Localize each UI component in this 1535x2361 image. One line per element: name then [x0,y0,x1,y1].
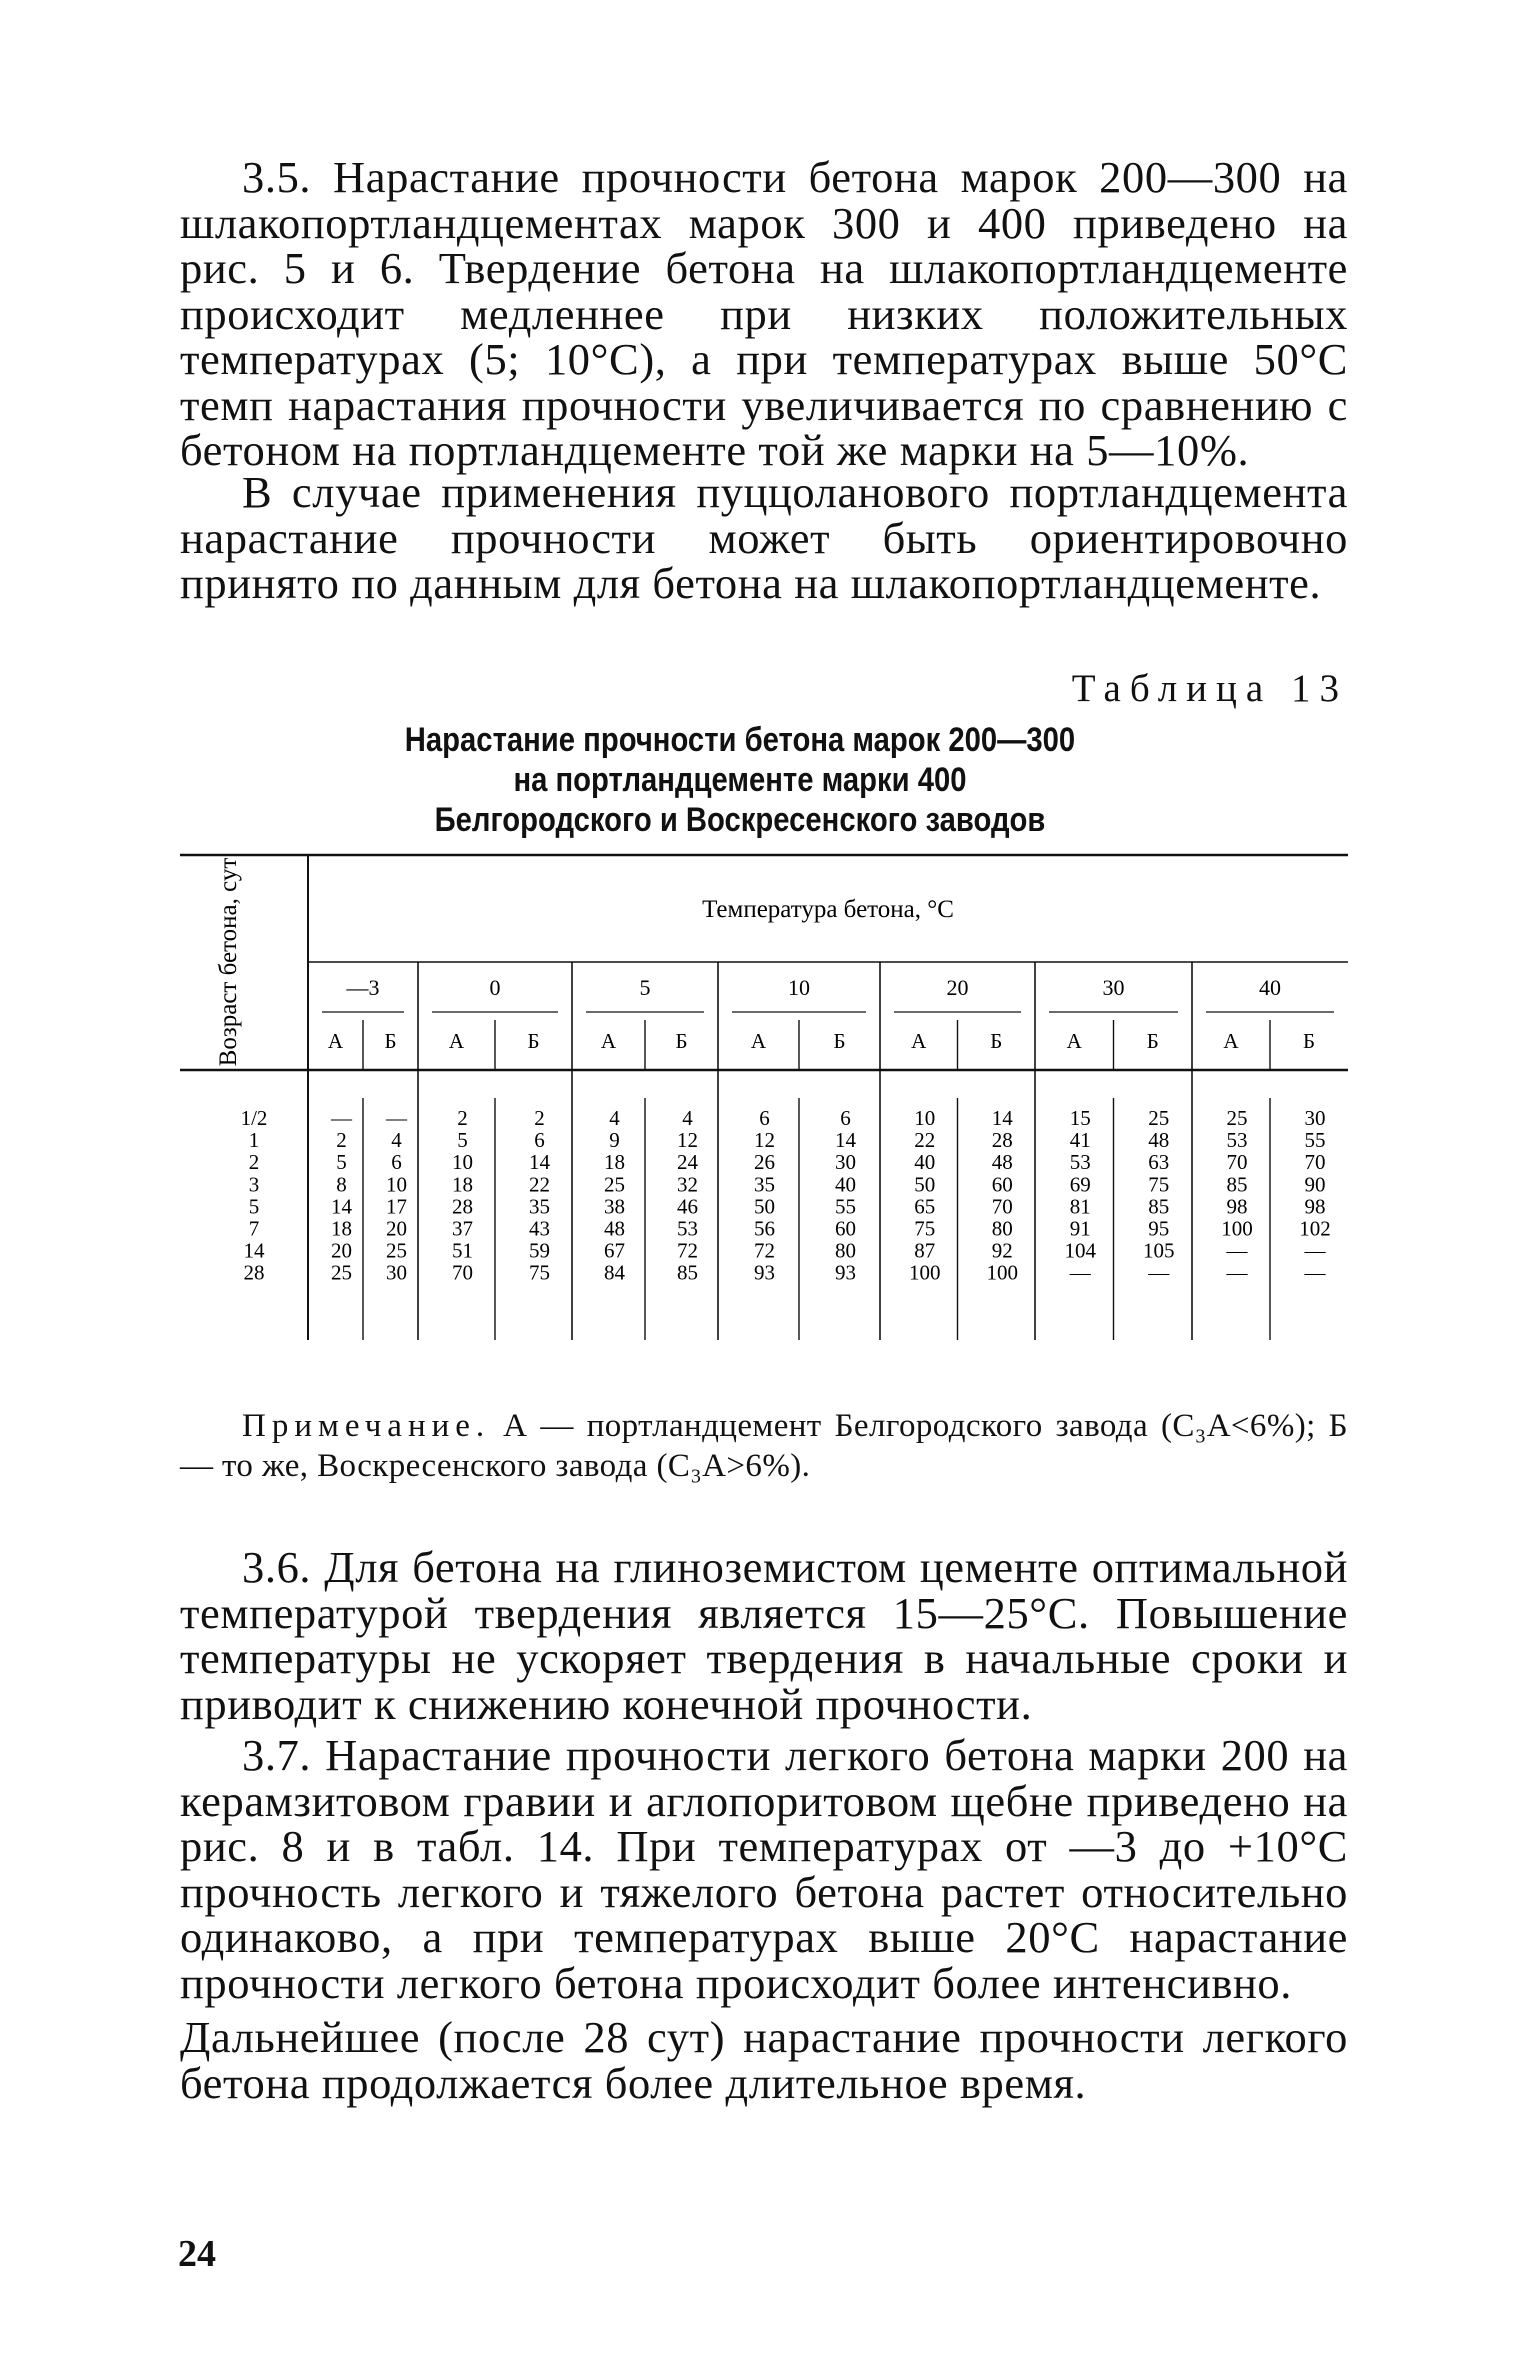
temp-label-0: —3 [346,975,380,1000]
table-cell: 53 [677,1216,698,1241]
table-cell: 48 [991,1150,1013,1175]
sub-label-b: Б [527,1029,540,1053]
table-cell: 14 [529,1150,550,1175]
table-cell: 14 [835,1128,856,1153]
sub-label-a: А [1066,1029,1082,1053]
table-cell: 55 [835,1194,856,1219]
table-cell: 85 [677,1260,698,1285]
table-cell: 12 [754,1128,775,1153]
age-cell: 1 [248,1128,260,1153]
table-cell: 105 [1143,1238,1175,1263]
table-cell: 10 [386,1172,407,1197]
table-label: Таблица 13 [1071,667,1348,710]
table-cell: 80 [835,1238,856,1263]
table-cell: 93 [754,1260,775,1285]
temp-header: Температура бетона, °С [702,896,954,923]
table-cell: 5 [457,1128,468,1153]
table-cell: 22 [529,1172,550,1197]
table-cell: 20 [331,1238,352,1263]
table-cell: 63 [1148,1150,1170,1175]
table-cell: — [331,1106,352,1130]
table-cell: 18 [604,1150,625,1175]
table-note [180,1406,1348,1486]
table-cell: 6 [534,1128,545,1153]
table-cell: 14 [331,1194,352,1219]
table-cell: 24 [677,1150,698,1175]
table-cell: 26 [754,1150,775,1175]
sub-label-b: Б [384,1029,397,1053]
table-cell: 43 [529,1216,550,1241]
table-cell: 72 [754,1238,775,1263]
table-cell: 30 [386,1260,407,1285]
table-cell: 22 [914,1128,936,1153]
table-cell: 98 [1226,1194,1248,1219]
table-cell: 25 [1226,1106,1248,1130]
age-cell: 1/2 [240,1106,268,1130]
age-cell: 3 [248,1172,260,1197]
table-cell: 100 [1221,1216,1253,1241]
table-cell: 60 [991,1172,1013,1197]
sub-label-a: А [448,1029,465,1053]
table-cell: 50 [754,1194,775,1219]
table-cell: 30 [835,1150,856,1175]
table-cell: 4 [682,1106,693,1130]
sub-label-a: А [1223,1029,1239,1053]
table-cell: 15 [1069,1106,1091,1130]
table-cell: 95 [1148,1216,1170,1241]
table-cell: 87 [914,1238,936,1263]
table-cell: 59 [529,1238,550,1263]
note-text: А — портландцемент Белгородского завода (C₃A<6%); Б — то же, Воскресенского завода (C₃A>6%). [180,1408,1348,1484]
table-cell: — [1148,1260,1170,1285]
table-cell: 30 [1304,1106,1326,1130]
paragraph-3-5: 3.5. Нарастание прочности бетона марок 200—300 на шлакопортландцементах марок 300 и 400 приведено на рис. 5 и 6. Твердение бетона на шлакопортландцементе происходит медленнее при низких положительных температурах (5; 10°С), а при температурах выше 50°С темп нарастания прочности увеличивается по сравнению с бетоном на портландцементе той же марки на 5—10%. [180,152,1348,475]
table-cell: 72 [677,1238,698,1263]
table-cell: 38 [604,1194,625,1219]
temp-label-1: 0 [489,975,501,1000]
table-cell: 8 [336,1172,347,1197]
table-cell: 100 [986,1260,1018,1285]
table-cell: 81 [1069,1194,1091,1219]
table-cell: — [386,1106,407,1130]
table-cell: 50 [914,1172,936,1197]
table-cell: 5 [336,1150,347,1175]
table-cell: — [1304,1260,1326,1285]
paragraph-3-7: 3.7. Нарастание прочности легкого бетона марки 200 на керамзитовом гравии и аглопоритовом щебне приведено на рис. 8 и в табл. 14. При температурах от —3 до +10°С прочность легкого и тяжелого бетона растет относительно одинаково, а при температурах выше 20°С нарастание прочности легкого бетона происходит более интенсивно. [180,1730,1348,2008]
table-cell: 20 [386,1216,407,1241]
table-cell: 56 [754,1216,775,1241]
temp-label-3: 10 [788,975,810,1000]
table-cell: 80 [991,1216,1013,1241]
table-cell: 46 [677,1194,698,1219]
table-cell: 70 [452,1260,473,1285]
table-cell: 91 [1069,1216,1091,1241]
table-cell: 70 [991,1194,1013,1219]
table-cell: 48 [604,1216,625,1241]
table-cell: 92 [991,1238,1013,1263]
table-cell: 6 [840,1106,851,1130]
table-cell: 9 [609,1128,620,1153]
table-cell: 6 [759,1106,770,1130]
table-cell: — [1226,1260,1248,1285]
table-cell: 53 [1069,1150,1091,1175]
table-cell: 35 [529,1194,550,1219]
table-cell: — [1069,1260,1091,1285]
table-cell: 37 [452,1216,473,1241]
table-cell: 28 [452,1194,473,1219]
age-cell: 2 [248,1150,260,1175]
table-cell: 65 [914,1194,936,1219]
sub-label-b: Б [990,1029,1003,1053]
table-cell: 18 [331,1216,352,1241]
table-cell: 84 [604,1260,625,1285]
table-cell: 2 [336,1128,347,1153]
table-cell: 69 [1069,1172,1091,1197]
table-cell: 40 [914,1150,936,1175]
table-cell: 2 [457,1106,468,1130]
table-cell: 51 [452,1238,473,1263]
table-cell: 60 [835,1216,856,1241]
paragraph-pozzolanic: В случае применения пуццоланового портландцемента нарастание прочности может быть ориентировочно принято по данным для бетона на шлакопортландцементе. [180,467,1348,608]
sub-label-a: А [600,1029,617,1053]
table-cell: 28 [991,1128,1013,1153]
table-cell: — [1226,1238,1248,1263]
table-cell: 25 [331,1260,352,1285]
table-cell: 70 [1304,1150,1326,1175]
table-cell: 4 [391,1128,402,1153]
age-cell: 28 [243,1260,265,1285]
table-cell: 41 [1069,1128,1091,1153]
temp-label-2: 5 [639,975,651,1000]
table-cell: 25 [386,1238,407,1263]
sub-label-b: Б [833,1029,846,1053]
table-cell: 25 [604,1172,625,1197]
table-cell: 40 [835,1172,856,1197]
table-cell: 75 [529,1260,550,1285]
paragraph-further: Дальнейшее (после 28 сут) нарастание прочности легкого бетона продолжается более длительное время. [180,2012,1348,2108]
table-cell: 48 [1148,1128,1170,1153]
table-cell: 93 [835,1260,856,1285]
table-cell: 85 [1226,1172,1248,1197]
table-cell: 104 [1064,1238,1096,1263]
table-cell: 6 [391,1150,402,1175]
table-cell: 10 [452,1150,473,1175]
sub-label-b: Б [1146,1029,1159,1053]
table-cell: 12 [677,1128,698,1153]
table-cell: 14 [991,1106,1013,1130]
table-cell: 90 [1304,1172,1326,1197]
table-cell: 18 [452,1172,473,1197]
sub-label-a: А [327,1029,344,1053]
temp-label-6: 40 [1259,975,1281,1000]
age-cell: 7 [248,1216,260,1241]
table-cell: 4 [609,1106,620,1130]
note-label: Примечание. [242,1408,491,1444]
table-cell: 53 [1226,1128,1248,1153]
sub-label-b: Б [675,1029,688,1053]
table-cell: 75 [914,1216,936,1241]
table-cell: 55 [1304,1128,1326,1153]
age-cell: 14 [243,1238,265,1263]
table-cell: 102 [1299,1216,1331,1241]
paragraph-3-6: 3.6. Для бетона на глиноземистом цементе оптимальной температурой твердения является 15—25°С. Повышение температуры не ускоряет твердения в начальные сроки и приводит к снижению конечной прочности. [180,1542,1348,1729]
temp-label-4: 20 [946,975,969,1000]
age-header: Возраст бетона, сут [215,857,242,1067]
page-number: 24 [178,2233,216,2275]
table-cell: 98 [1304,1194,1326,1219]
table-cell: 70 [1226,1150,1248,1175]
table-cell: 17 [386,1194,407,1219]
table-cell: 10 [914,1106,936,1130]
table-cell: 35 [754,1172,775,1197]
table-cell: 2 [534,1106,545,1130]
table-cell: 32 [677,1172,698,1197]
sub-label-b: Б [1302,1029,1316,1053]
table-title: Нарастание прочности бетона марок 200—300 на портландцементе марки 400 Белгородского и Воскресенского заводов [404,721,1076,839]
age-cell: 5 [248,1194,260,1219]
table-cell: 67 [604,1238,625,1263]
temp-label-5: 30 [1102,975,1125,1000]
table-cell: 85 [1148,1194,1170,1219]
sub-label-a: А [750,1029,767,1053]
table-cell: 100 [909,1260,941,1285]
table-cell: 25 [1148,1106,1170,1130]
table-cell: 75 [1148,1172,1170,1197]
sub-label-a: А [911,1029,927,1053]
table-cell: — [1304,1238,1326,1263]
